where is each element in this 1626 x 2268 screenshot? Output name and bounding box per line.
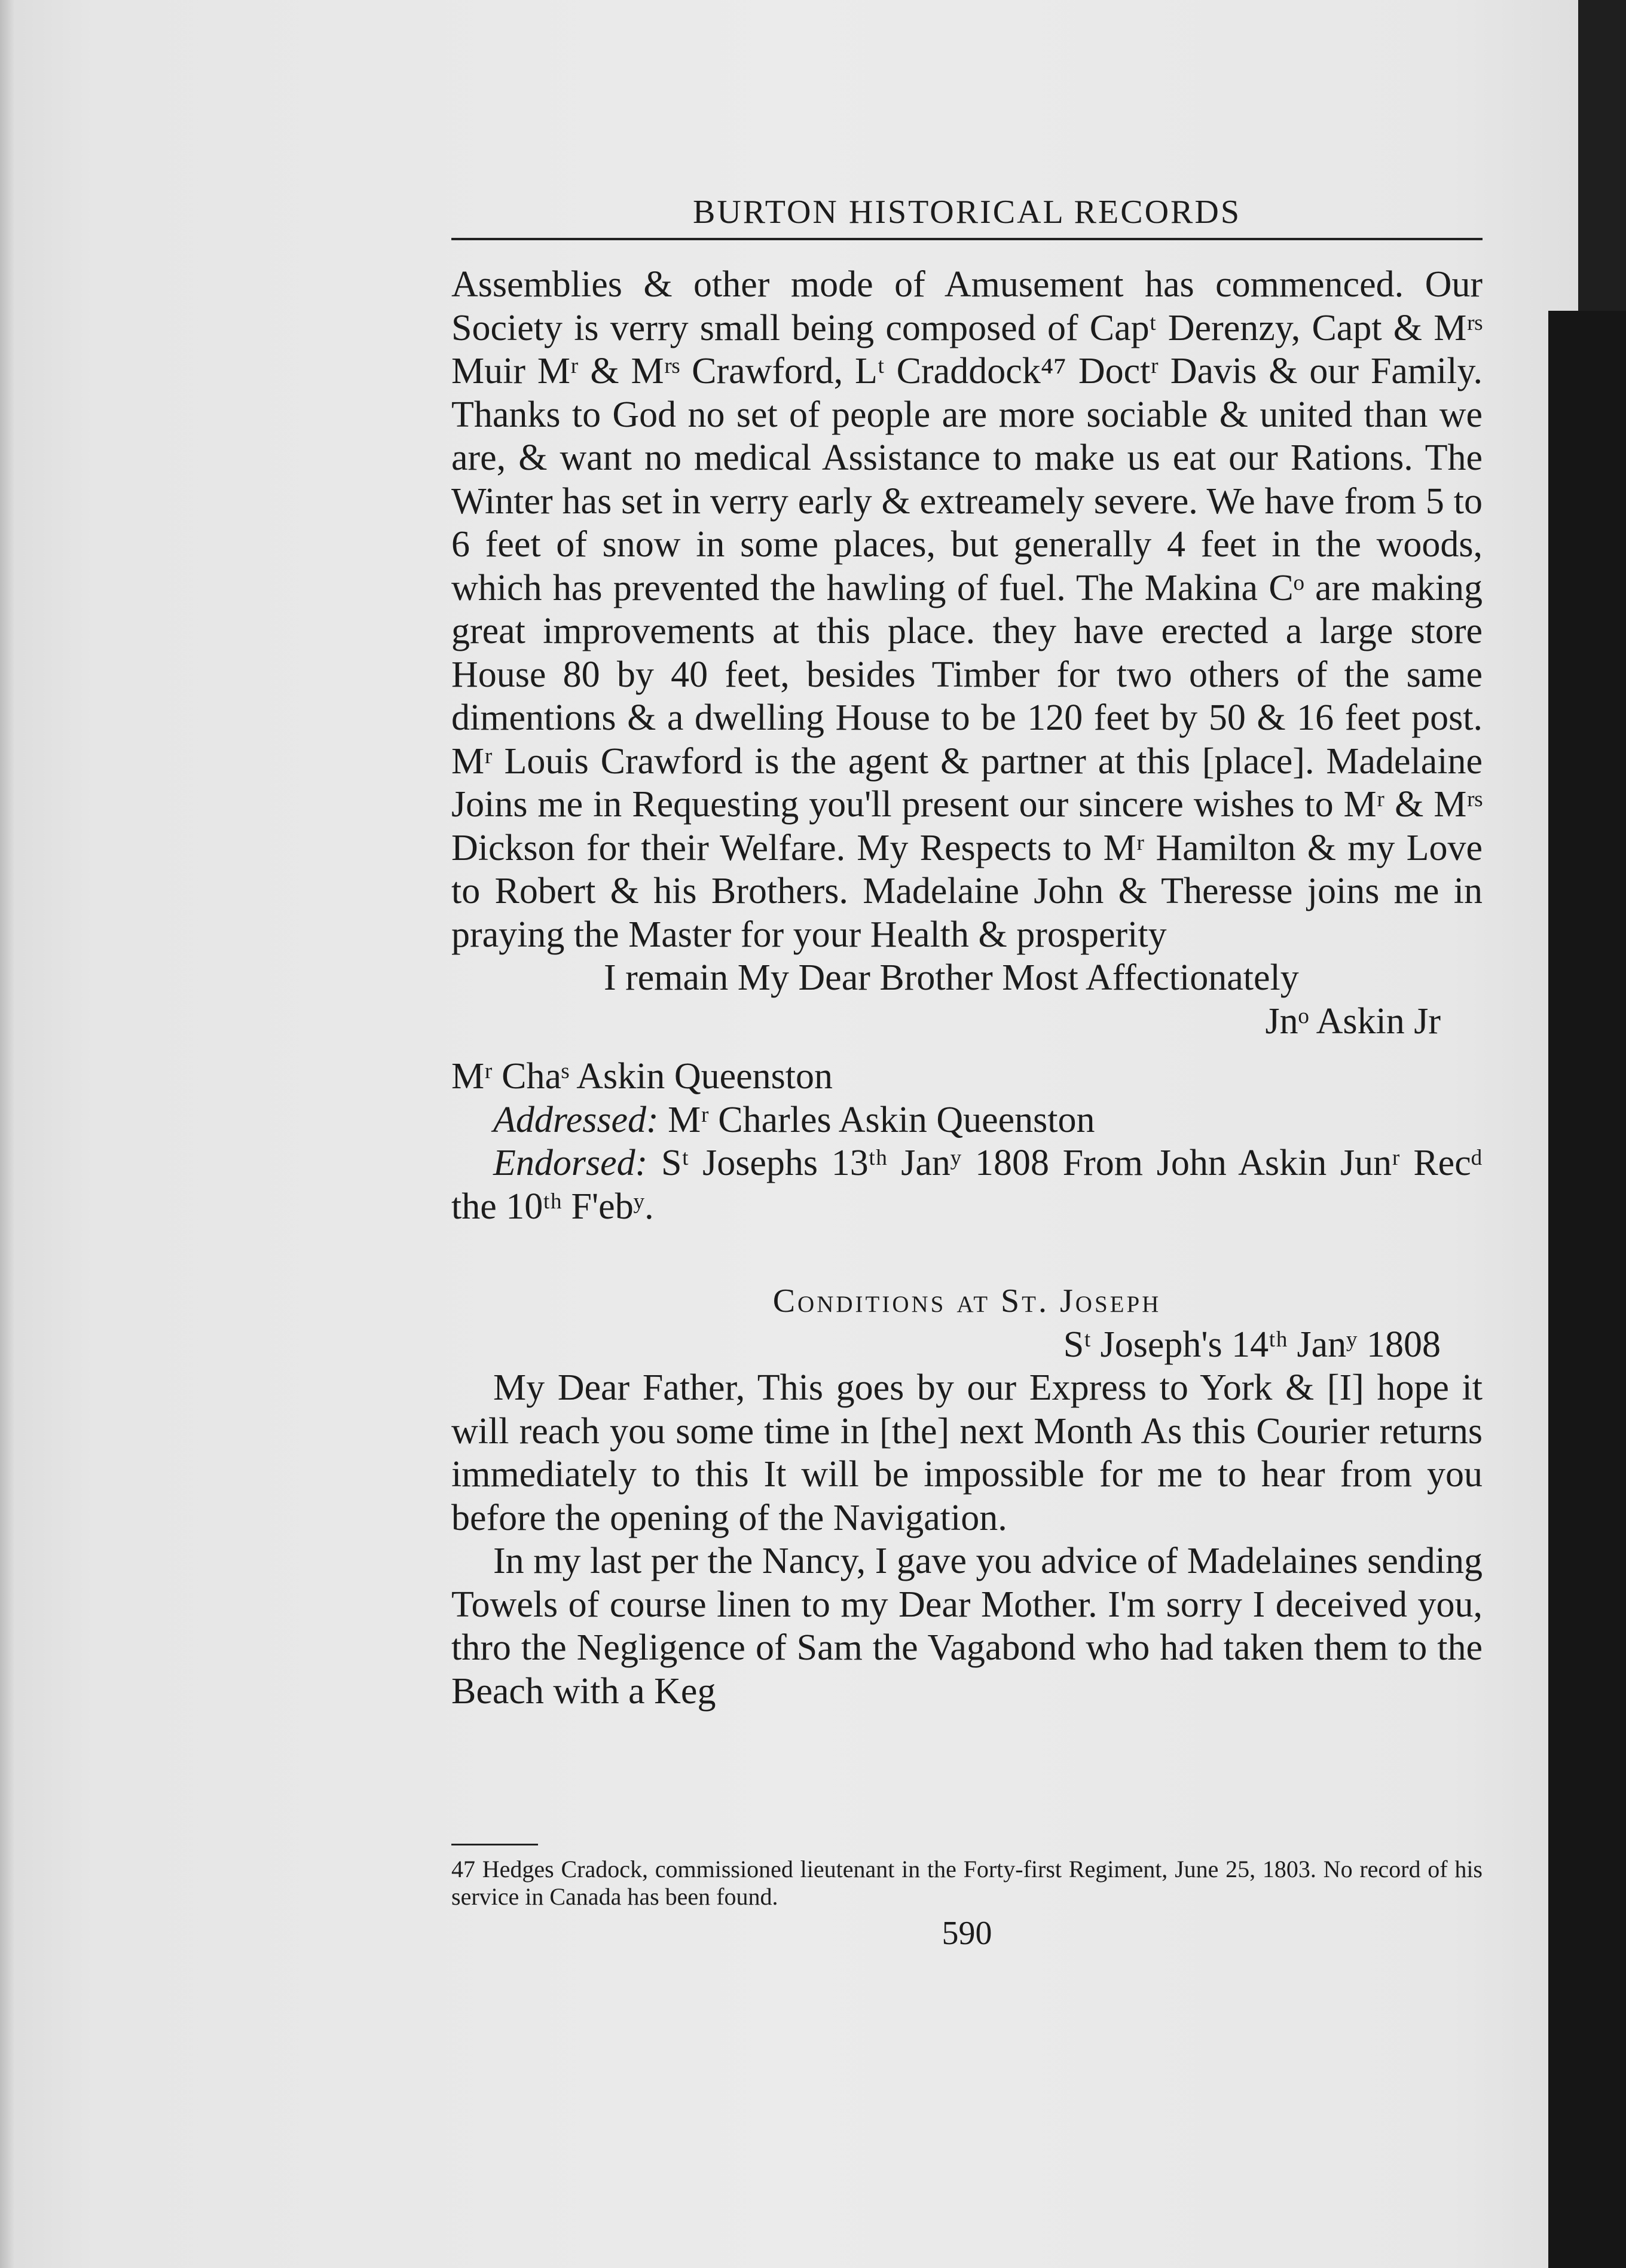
footnote-rule: [451, 1844, 538, 1845]
left-shadow: [0, 0, 14, 2268]
section-title: Conditions at St. Joseph: [772, 1283, 1162, 1320]
letter1-closing: I remain My Dear Brother Most Affectionately: [604, 957, 1299, 998]
page-number: 590: [942, 1915, 992, 1952]
spacer: [451, 1228, 1483, 1280]
header-rule: [451, 238, 1483, 240]
letter1-signature: Jnᵒ Askin Jr: [1265, 1000, 1441, 1042]
letter1-addressed: [451, 1098, 1483, 1142]
letter1-endorsed: [451, 1141, 1483, 1228]
letter2-paragraph-2: In my last per the Nancy, I gave you advice of Madelaines sending Towels of course linen to my Dear Mother. I'm sorry I deceived you, thro the Negligence of Sam the Vagabond who had taken them to the Beach with a Keg: [451, 1541, 1483, 1712]
letter2-dateline: Sᵗ Joseph's 14ᵗʰ Janʸ 1808: [1063, 1324, 1441, 1365]
torn-page-edge: [1548, 311, 1626, 2268]
addressed-text: Mʳ Charles Askin Queenston: [658, 1099, 1095, 1140]
letter1-body: Assemblies & other mode of Amusement has commenced. Our Society is verry small being composed of Capᵗ Derenzy, Capt & Mʳˢ Muir Mʳ & Mʳˢ Crawford, Lᵗ Craddock⁴⁷ Doctʳ Davis & our Family. Thanks to God no set of people are more sociable & united than we are, & want no medical Assistance to make us eat our Rations. The Winter has set in verry early & extreamely severe. We have from 5 to 6 feet of snow in some places, but generally 4 feet in the woods, which has prevented the hawling of fuel. The Makina Cᵒ are making great improvements at this place. they have erected a large store House 80 by 40 feet, besides Timber for two others of the same dimentions & a dwelling House to be 120 feet by 50 & 16 feet post. Mʳ Louis Crawford is the agent & partner at this [place]. Madelaine Joins me in Requesting you'll present our sincere wishes to Mʳ & Mʳˢ Dickson for their Welfare. My Respects to Mʳ Hamilton & my Love to Robert & his Brothers. Madelaine John & Theresse joins me in praying the Master for your Health & prosperity: [451, 264, 1483, 955]
letter1-recipient: Mʳ Chaˢ Askin Queenston: [451, 1056, 833, 1097]
letter2-paragraph-1: My Dear Father, This goes by our Express to York & [I] hope it will reach you some time in [the] next Month As this Courier returns immediately to this It will be impossible for me to hear from you before the opening of the Navigation.: [451, 1367, 1483, 1538]
addressed-label: Addressed:: [493, 1099, 659, 1140]
spacer: [451, 1043, 1483, 1055]
scan-background: [1578, 0, 1626, 311]
footnote: 47 Hedges Cradock, commissioned lieutenant in the Forty-first Regiment, June 25, 1803. No record of his service in Canada has been found.: [451, 1856, 1483, 1910]
running-head: BURTON HISTORICAL RECORDS: [693, 194, 1241, 231]
body-text: [451, 263, 1483, 1713]
endorsed-text: Sᵗ Josephs 13ᵗʰ Janʸ 1808 From John Askin Junʳ Recᵈ the 10ᵗʰ F'ebʸ.: [451, 1143, 1483, 1227]
endorsed-label: Endorsed:: [493, 1143, 648, 1183]
